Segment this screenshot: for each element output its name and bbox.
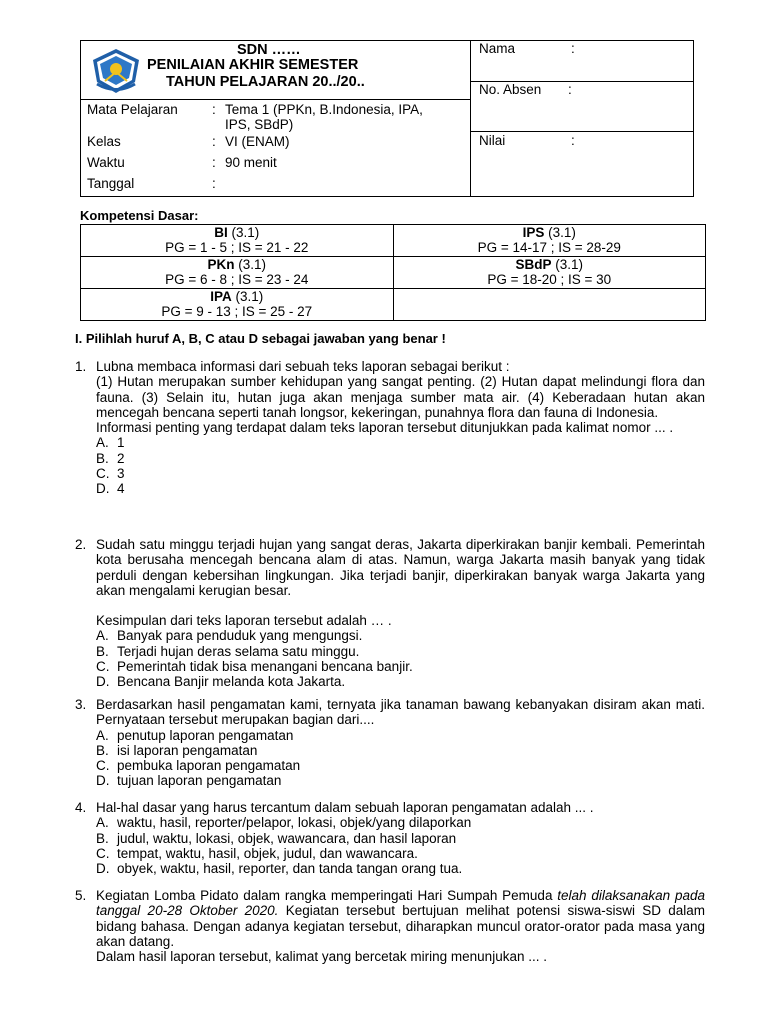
question-number: 5. — [75, 888, 87, 903]
question-passage: Kegiatan Lomba Pidato dalam rangka memperingati Hari Sumpah Pemuda telah dilaksanakan pada tanggal 20-28 Oktober 2020. Kegiatan tersebut bertujuan melihat potensi siswa-siswi SD dalam bidang bahasa. Dengan adanya kegiatan tersebut, diharapkan muncul orator-orator pada masa yang akan datang. — [96, 888, 705, 949]
section-title: I. Pilihlah huruf A, B, C atau D sebagai jawaban yang benar ! — [75, 331, 446, 346]
question-number: 2. — [75, 537, 87, 552]
competency-cell-ips: IPS (3.1) PG = 14-17 ; IS = 28-29 — [393, 225, 706, 257]
question-passage: (1) Hutan merupakan sumber kehidupan yang sangat penting. (2) Hutan dapat melindungi flora dan fauna. (3) Selain itu, hutan juga akan menjaga sumber mata air. (4) Keberadaan hutan akan mencegah bencana seperti tanah longsor, kekeringan, punahnya flora dan fauna di Indonesia. — [96, 374, 705, 420]
option-b[interactable]: B. 2 — [96, 450, 125, 466]
option-a[interactable]: A. penutup laporan pengamatan — [96, 727, 294, 743]
option-d[interactable]: D. tujuan laporan pengamatan — [96, 773, 282, 789]
option-b[interactable]: B. Terjadi hujan deras selama satu minggu. — [96, 643, 360, 659]
field-value-subject-line1: Tema 1 (PPKn, B.Indonesia, IPA, — [225, 102, 423, 117]
tut-wuri-handayani-logo-icon — [91, 48, 141, 94]
exam-title: PENILAIAN AKHIR SEMESTER — [147, 57, 359, 73]
school-name: SDN …… — [237, 42, 301, 58]
italic-sentence: telah dilaksanakan pada tanggal 20-28 Oktober 2020. — [96, 888, 705, 919]
field-label-class: Kelas — [87, 134, 121, 149]
field-label-nilai: Nilai — [479, 133, 506, 148]
field-colon: : — [212, 134, 216, 149]
option-a[interactable]: A. 1 — [96, 435, 125, 451]
option-c[interactable]: C. 3 — [96, 466, 125, 482]
field-label-name: Nama — [479, 41, 516, 56]
question-passage: Berdasarkan hasil pengamatan kami, ternyata jika tanaman bawang kebanyakan disiram akan mati. Pernyataan tersebut merupakan bagian dari.... — [96, 697, 705, 728]
field-colon: : — [212, 102, 216, 117]
field-colon: : — [212, 155, 216, 170]
question-3 — [75, 697, 705, 789]
field-colon: : — [212, 176, 216, 191]
question-prompt: Kesimpulan dari teks laporan tersebut adalah … . — [96, 613, 392, 629]
competency-cell-bi: BI (3.1) PG = 1 - 5 ; IS = 21 - 22 — [81, 225, 394, 257]
question-2 — [75, 537, 705, 690]
field-label-date: Tanggal — [87, 176, 135, 191]
field-label-subject: Mata Pelajaran — [87, 102, 178, 117]
competency-table — [80, 224, 706, 321]
option-c[interactable]: C. pembuka laporan pengamatan — [96, 758, 301, 774]
option-b[interactable]: B. isi laporan pengamatan — [96, 742, 258, 758]
field-label-time: Waktu — [87, 155, 125, 170]
competency-cell-sbdp: SBdP (3.1) PG = 18-20 ; IS = 30 — [393, 257, 706, 289]
field-value-time: 90 menit — [225, 155, 277, 170]
option-b[interactable]: B. judul, waktu, lokasi, objek, wawancara, dan hasil laporan — [96, 830, 457, 846]
question-number: 4. — [75, 800, 87, 815]
question-1 — [75, 359, 705, 497]
question-number: 1. — [75, 359, 87, 374]
field-value-class: VI (ENAM) — [225, 134, 290, 149]
option-a[interactable]: A. Banyak para penduduk yang mengungsi. — [96, 628, 363, 644]
field-value-subject-line2: IPS, SBdP) — [225, 117, 294, 132]
field-colon: : — [571, 133, 575, 148]
field-label-absen: No. Absen — [479, 82, 542, 97]
field-colon: : — [568, 82, 572, 97]
competency-cell-empty — [393, 289, 706, 321]
competency-label: Kompetensi Dasar: — [80, 208, 199, 223]
option-c[interactable]: C. tempat, waktu, hasil, objek, judul, dan wawancara. — [96, 845, 418, 861]
question-4 — [75, 800, 705, 876]
question-5 — [75, 888, 705, 964]
question-prompt: Dalam hasil laporan tersebut, kalimat yang bercetak miring menunjukan ... . — [96, 949, 547, 965]
question-number: 3. — [75, 697, 87, 712]
option-d[interactable]: D. Bencana Banjir melanda kota Jakarta. — [96, 674, 346, 690]
field-colon: : — [571, 41, 575, 56]
competency-cell-ipa: IPA (3.1) PG = 9 - 13 ; IS = 25 - 27 — [81, 289, 394, 321]
competency-cell-pkn: PKn (3.1) PG = 6 - 8 ; IS = 23 - 24 — [81, 257, 394, 289]
option-d[interactable]: D. obyek, waktu, hasil, reporter, dan tanda tangan orang tua. — [96, 861, 463, 877]
question-passage: Hal-hal dasar yang harus tercantum dalam sebuah laporan pengamatan adalah ... . — [96, 800, 594, 815]
question-intro: Lubna membaca informasi dari sebuah teks laporan sebagai berikut : — [96, 359, 510, 374]
question-prompt: Informasi penting yang terdapat dalam teks laporan tersebut ditunjukkan pada kalimat nomor ... . — [96, 420, 674, 436]
academic-year: TAHUN PELAJARAN 20../20.. — [166, 74, 365, 90]
option-d[interactable]: D. 4 — [96, 481, 125, 497]
option-a[interactable]: A. waktu, hasil, reporter/pelapor, lokasi, objek/yang dilaporkan — [96, 815, 472, 831]
question-passage: Sudah satu minggu terjadi hujan yang sangat deras, Jakarta diperkirakan banjir kembali. Pemerintah kota berusaha mencegah bencana alam di atas. Namun, warga Jakarta masih banyak yang tidak perduli dengan kebersihan lingkungan. Jika terjadi banjir, diperkirakan banyak warga Jakarta yang akan mengalami kerugian besar. — [96, 537, 705, 598]
option-c[interactable]: C. Pemerintah tidak bisa menangani bencana banjir. — [96, 659, 413, 675]
